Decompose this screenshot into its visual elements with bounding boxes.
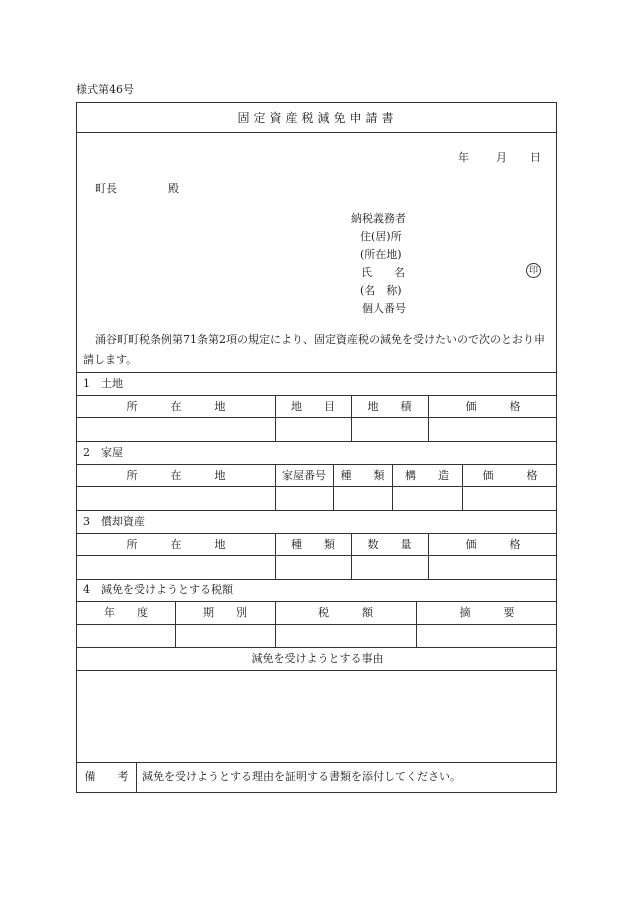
grid-line [428,533,429,579]
application-form [76,102,557,793]
divider [77,464,556,465]
tax-header-period: 期 別 [203,606,247,619]
section-land-title: 1 土地 [83,377,123,390]
land-header-area: 地 積 [367,400,412,413]
house-header-type: 種 類 [340,469,385,482]
grid-line [333,464,334,510]
grid-line [462,464,463,510]
asset-header-quantity: 数 量 [367,538,412,551]
divider [77,647,556,648]
label-address: 住(居)所 [360,230,402,243]
divider [77,510,556,511]
divider [77,762,556,763]
grid-line [275,464,276,510]
section-tax-title: 4 減免を受けようとする税額 [83,583,233,596]
intro-paragraph: 涌谷町町税条例第71条第2項の規定により、固定資産税の減免を受けたいので次のとおり申請します。 [83,333,545,366]
grid-line [175,601,176,647]
divider [77,395,556,396]
divider [77,533,556,534]
asset-header-location: 所 在 地 [126,538,226,551]
label-corp-name: (名 称) [360,284,402,297]
grid-line [136,762,137,793]
land-header-category: 地 目 [291,400,335,413]
grid-line [392,464,393,510]
form-number: 様式第46号 [76,83,134,96]
reason-title: 減免を受けようとする事由 [251,652,384,665]
date-day: 日 [530,151,541,164]
divider [77,579,556,580]
section-house-title: 2 家屋 [83,446,123,459]
divider [77,417,556,418]
date-month: 月 [496,151,507,164]
house-header-structure: 構 造 [405,469,449,482]
addressee-honorific: 殿 [168,182,179,195]
grid-line [275,533,276,579]
divider [77,372,556,373]
addressee-town-head: 町長 [95,182,117,195]
asset-header-type: 種 類 [291,538,335,551]
grid-line [351,395,352,441]
tax-header-year: 年 度 [104,606,148,619]
divider [77,486,556,487]
divider [77,555,556,556]
form-title: 固定資産税減免申請書 [237,111,398,125]
land-header-location: 所 在 地 [126,400,226,413]
label-name: 氏 名 [361,266,405,279]
tax-header-amount: 税 額 [318,606,373,619]
label-personal-number: 個人番号 [362,302,406,315]
divider [77,132,556,133]
label-location: (所在地) [360,248,402,261]
label-taxpayer: 納税義務者 [351,212,406,225]
grid-line [351,533,352,579]
divider [77,624,556,625]
tax-header-summary: 摘 要 [459,606,515,619]
remarks-text: 減免を受けようとする理由を証明する書類を添付してください。 [142,770,461,783]
land-header-price: 価 格 [465,400,521,413]
divider [77,441,556,442]
divider [77,601,556,602]
divider [77,670,556,671]
grid-line [275,395,276,441]
house-header-price: 価 格 [482,469,538,482]
seal-mark: 印 [526,263,541,278]
remarks-label: 備 考 [84,770,129,783]
grid-line [428,395,429,441]
asset-header-price: 価 格 [465,538,521,551]
grid-line [275,601,276,647]
section-depreciable-title: 3 償却資産 [83,515,145,528]
date-year: 年 [458,151,469,164]
grid-line [416,601,417,647]
house-header-number: 家屋番号 [282,469,326,482]
house-header-location: 所 在 地 [126,469,226,482]
